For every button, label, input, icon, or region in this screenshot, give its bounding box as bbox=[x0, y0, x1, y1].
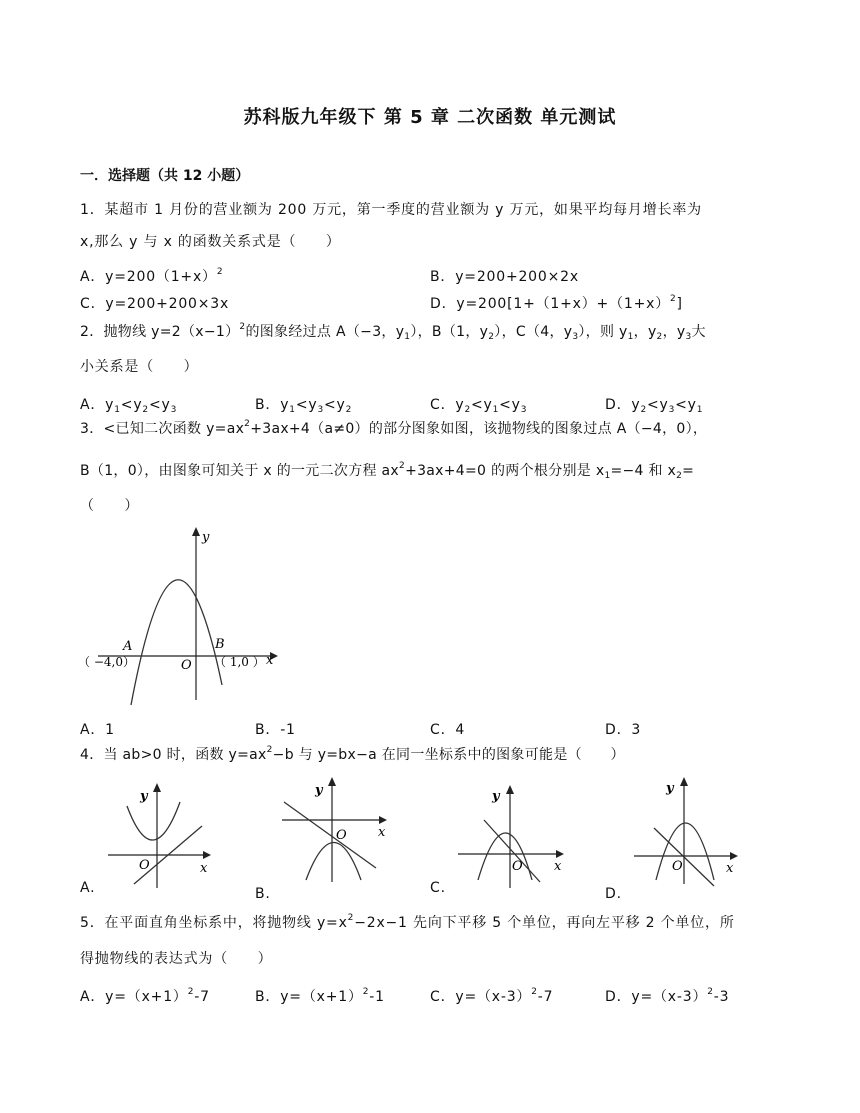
svg-text:x: x bbox=[554, 859, 562, 874]
svg-text:O: O bbox=[336, 828, 347, 843]
q5-option-a: A．$y=(x+1)^2-7$ bbox=[80, 987, 210, 1005]
point-b-label: B bbox=[215, 637, 225, 652]
q3-line1: 3．<已知二次函数 $y=ax^2+3ax+4(a\ne 0)$的部分图象如图，该抛物线的图象过点 A（−4，0）， bbox=[80, 419, 708, 437]
q5-option-c: C．$y=(x-3)^2-7$ bbox=[430, 987, 554, 1005]
parabola-curve bbox=[656, 823, 714, 880]
q4-option-b: B. bbox=[255, 886, 271, 902]
parabola-curve bbox=[306, 843, 361, 881]
q1-option-b: B．y=200+200×2x bbox=[430, 269, 579, 285]
point-a-coords: （ −4,0） bbox=[78, 655, 135, 669]
svg-text:O: O bbox=[512, 859, 523, 874]
q2-line2: 小关系是（ ） bbox=[80, 359, 199, 375]
svg-text:y: y bbox=[140, 789, 148, 804]
q3-option-d: D．3 bbox=[605, 722, 642, 738]
q5-option-d: D．$y=(x-3)^2-3$ bbox=[605, 987, 730, 1005]
q3-line3: （ ） bbox=[80, 498, 140, 514]
y-axis-label: y bbox=[202, 530, 210, 545]
q5-option-b: B．$y=(x+1)^2-1$ bbox=[255, 987, 385, 1005]
q3-line2: B（1，0），由图象可知关于 x 的一元二次方程 $ax^2+3ax+4=0$ 的两个根分别是 $x_1=-4$ 和 $x_2=$ bbox=[80, 461, 695, 481]
point-b-coords: （ 1,0 ） bbox=[214, 655, 265, 669]
q5-line2: 得抛物线的表达式为（ ） bbox=[80, 951, 273, 967]
q3-parabola-graph bbox=[78, 522, 283, 707]
q2-option-a: A．$y_1<y_2<y_3$ bbox=[80, 397, 178, 415]
q1-line2: x,那么 y 与 x 的函数关系式是（ ） bbox=[80, 234, 341, 250]
q3-option-b: B．-1 bbox=[255, 722, 296, 738]
page-title: 苏科版九年级下 第 5 章 二次函数 单元测试 bbox=[243, 107, 617, 128]
svg-text:y: y bbox=[315, 783, 323, 798]
q2-line1: 2．抛物线 $y=2(x-1)^2$的图象经过点 A（−3，$y_1$），B（1，$y_2$），C（4，$y_3$），则 $y_1$，$y_2$，$y_3$大 bbox=[80, 322, 706, 342]
line-graph bbox=[284, 802, 376, 868]
x-axis-label: x bbox=[266, 653, 274, 668]
svg-text:O: O bbox=[672, 859, 683, 874]
q4-graph-b bbox=[276, 770, 396, 885]
point-a-label: A bbox=[123, 639, 133, 654]
svg-text:y: y bbox=[492, 789, 500, 804]
parabola-curve bbox=[131, 580, 222, 705]
q1-option-d: D．$y=200[1+(1+x)+(1+x)^2]$ bbox=[430, 294, 683, 312]
q4-graph-c bbox=[450, 778, 570, 890]
q2-option-c: C．$y_2<y_1<y_3$ bbox=[430, 397, 528, 415]
q4-line1: 4．当 ab>0 时，函数 $y=ax^2-b$ 与 y=bx−a 在同一坐标系中的图象可能是（ ） bbox=[80, 745, 625, 763]
q1-line1: 1．某超市 1 月份的营业额为 200 万元，第一季度的营业额为 y 万元，如果平均每月增长率为 bbox=[80, 202, 702, 218]
q4-graph-a bbox=[100, 778, 220, 890]
origin-label: O bbox=[181, 658, 192, 673]
q1-option-c: C．y=200+200×3x bbox=[80, 296, 230, 312]
svg-text:x: x bbox=[378, 825, 386, 840]
q4-option-c: C. bbox=[430, 880, 446, 896]
q5-line1: 5．在平面直角坐标系中，将抛物线 $y=x^2-2x-1$ 先向下平移 5 个单位，再向左平移 2 个单位，所 bbox=[80, 913, 735, 931]
q3-option-a: A．1 bbox=[80, 722, 115, 738]
q4-option-a: A. bbox=[80, 880, 96, 896]
q3-option-c: C．4 bbox=[430, 722, 466, 738]
q2-option-d: D．$y_2<y_3<y_1$ bbox=[605, 397, 704, 415]
section-heading: 一．选择题（共 12 小题） bbox=[80, 168, 250, 184]
parabola-curve bbox=[478, 833, 532, 880]
parabola-curve bbox=[127, 802, 180, 840]
q2-option-b: B．$y_1<y_3<y_2$ bbox=[255, 397, 353, 415]
svg-text:y: y bbox=[666, 781, 674, 796]
svg-text:O: O bbox=[139, 858, 150, 873]
svg-text:x: x bbox=[200, 861, 208, 876]
svg-text:x: x bbox=[726, 861, 734, 876]
q4-graph-d bbox=[626, 772, 746, 887]
q1-option-a: A．$y=200(1+x)^2$ bbox=[80, 267, 224, 285]
q4-option-d: D. bbox=[605, 886, 622, 902]
